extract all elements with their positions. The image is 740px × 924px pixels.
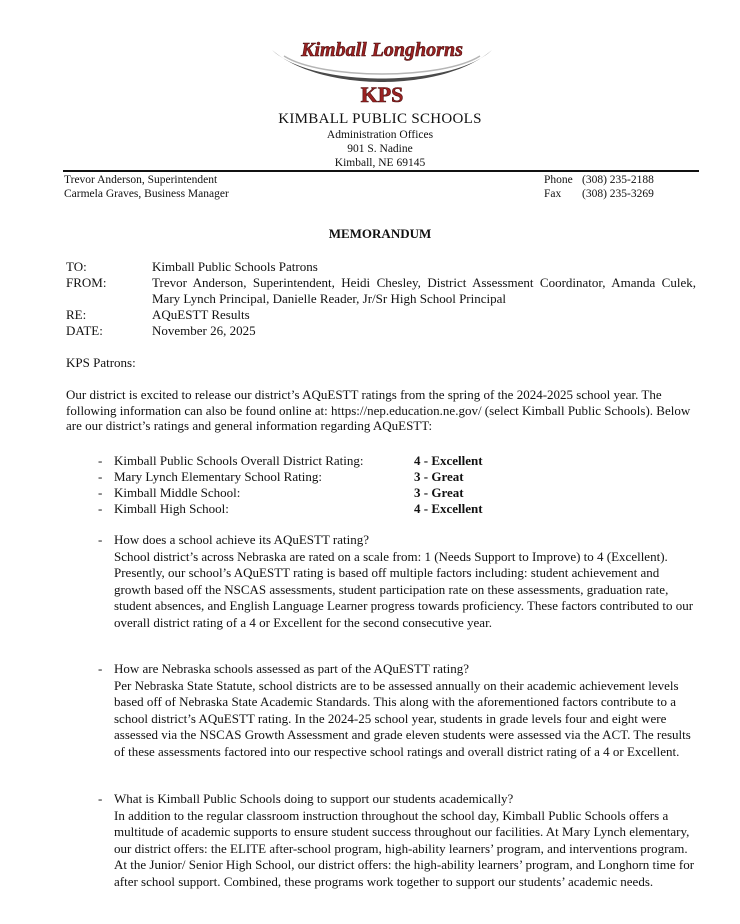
faq-answer: Per Nebraska State Statute, school districts are to be assessed annually on their academic achievement levels based off of Nebraska State Academic Standards. This along with the aforementioned factors contribute to a school district’s AQuESTT rating. In the 2024-25 school year, students in grade levels four and eight were assessed via the NSCAS Growth Assessment and grade eleven students were assessed via the ACT. The results of these assessments factored into our respective school ratings and overall district rating of a 4 or Excellent. [114,677,691,759]
logo-wordmark: Kimball Longhorns [301,39,463,61]
staff-superintendent: Trevor Anderson, Superintendent [64,174,218,186]
faq-question: How does a school achieve its AQuESTT rating? [114,532,370,547]
logo-monogram: KPS [360,82,404,107]
faq-answer: School district’s across Nebraska are rated on a scale from: 1 (Needs Support to Improve) to 4 (Excellent). Presently, our school’s AQuESTT rating is based off multiple factors including: student achievement and growth based off the NSCAS assessments, student participation rate on these assessments, graduation rate, student absences, and English Language Learner progress towards proficiency. These factors contributed to our overall district rating of a 4 or Excellent for the second consecutive year. [114,548,694,630]
bullet-dash: - [98,661,103,676]
phone-label: Phone [544,174,573,186]
faq-item [114,791,699,890]
rating-label-high: Kimball High School: [114,501,229,516]
faq-question: How are Nebraska schools assessed as part of the AQuESTT rating? [114,661,469,676]
faq-item [114,532,699,631]
bullet-dash: - [98,469,103,484]
bullet-dash: - [98,453,103,468]
memo-date-label: DATE: [66,323,103,338]
greeting: KPS Patrons: [66,355,136,370]
letterhead-rule [63,170,699,172]
bullet-dash: - [98,791,103,806]
bullet-dash: - [98,501,103,516]
fax-label: Fax [544,188,562,200]
faq-question: What is Kimball Public Schools doing to support our students academically? [114,791,514,806]
memo-from-value: Trevor Anderson, Superintendent, Heidi Chesley, District Assessment Coordinator, Amanda Culek, Mary Lynch Principal, Danielle Reader, Jr/Sr High School Principal [152,275,696,306]
memo-title: MEMORANDUM [328,226,432,241]
faq-answer: In addition to the regular classroom instruction throughout the school day, Kimball Public Schools offers a multitude of academic supports to ensure student success throughout our facilities. At Mary Lynch elementary, our district offers: the ELITE after-school program, high-ability learners’ program, and interventions program. At the Junior/ Senior High School, our district offers: the high-ability learners’ program, and Longhorn time for after school support. Combined, these programs work together to support our students’ academic needs. [114,807,695,889]
phone-number: (308) 235-2188 [582,174,654,186]
intro-paragraph: Our district is excited to release our district’s AQuESTT ratings from the spring of the 2024-2025 school year. The following information can also be found online at: https://nep.education.ne.gov/ (select Kimball Public Schools). Below are our district’s ratings and general information regarding AQuESTT: [66,387,691,433]
bullet-dash: - [98,532,103,547]
rating-label-middle: Kimball Middle School: [114,485,241,500]
memo-to-label: TO: [66,259,87,274]
rating-label-district: Kimball Public Schools Overall District Rating: [114,453,364,468]
memo-from-label: FROM: [66,275,107,290]
memo-date-value: November 26, 2025 [152,323,256,338]
rating-value-district: 4 - Excellent [414,453,483,468]
faq-item [114,661,699,760]
office-street: 901 S. Nadine [347,143,413,155]
memo-re-value: AQuESTT Results [152,307,250,322]
rating-label-elementary: Mary Lynch Elementary School Rating: [114,469,322,484]
office-city: Kimball, NE 69145 [334,157,426,169]
school-name: KIMBALL PUBLIC SCHOOLS [278,111,482,127]
staff-business-manager: Carmela Graves, Business Manager [64,188,229,200]
memo-to-value: Kimball Public Schools Patrons [152,259,318,274]
memo-re-label: RE: [66,307,87,322]
rating-value-elementary: 3 - Great [414,469,464,484]
rating-value-high: 4 - Excellent [414,501,483,516]
district-logo [262,36,502,108]
rating-value-middle: 3 - Great [414,485,464,500]
office-name: Administration Offices [326,129,434,141]
fax-number: (308) 235-3269 [582,188,654,200]
bullet-dash: - [98,485,103,500]
